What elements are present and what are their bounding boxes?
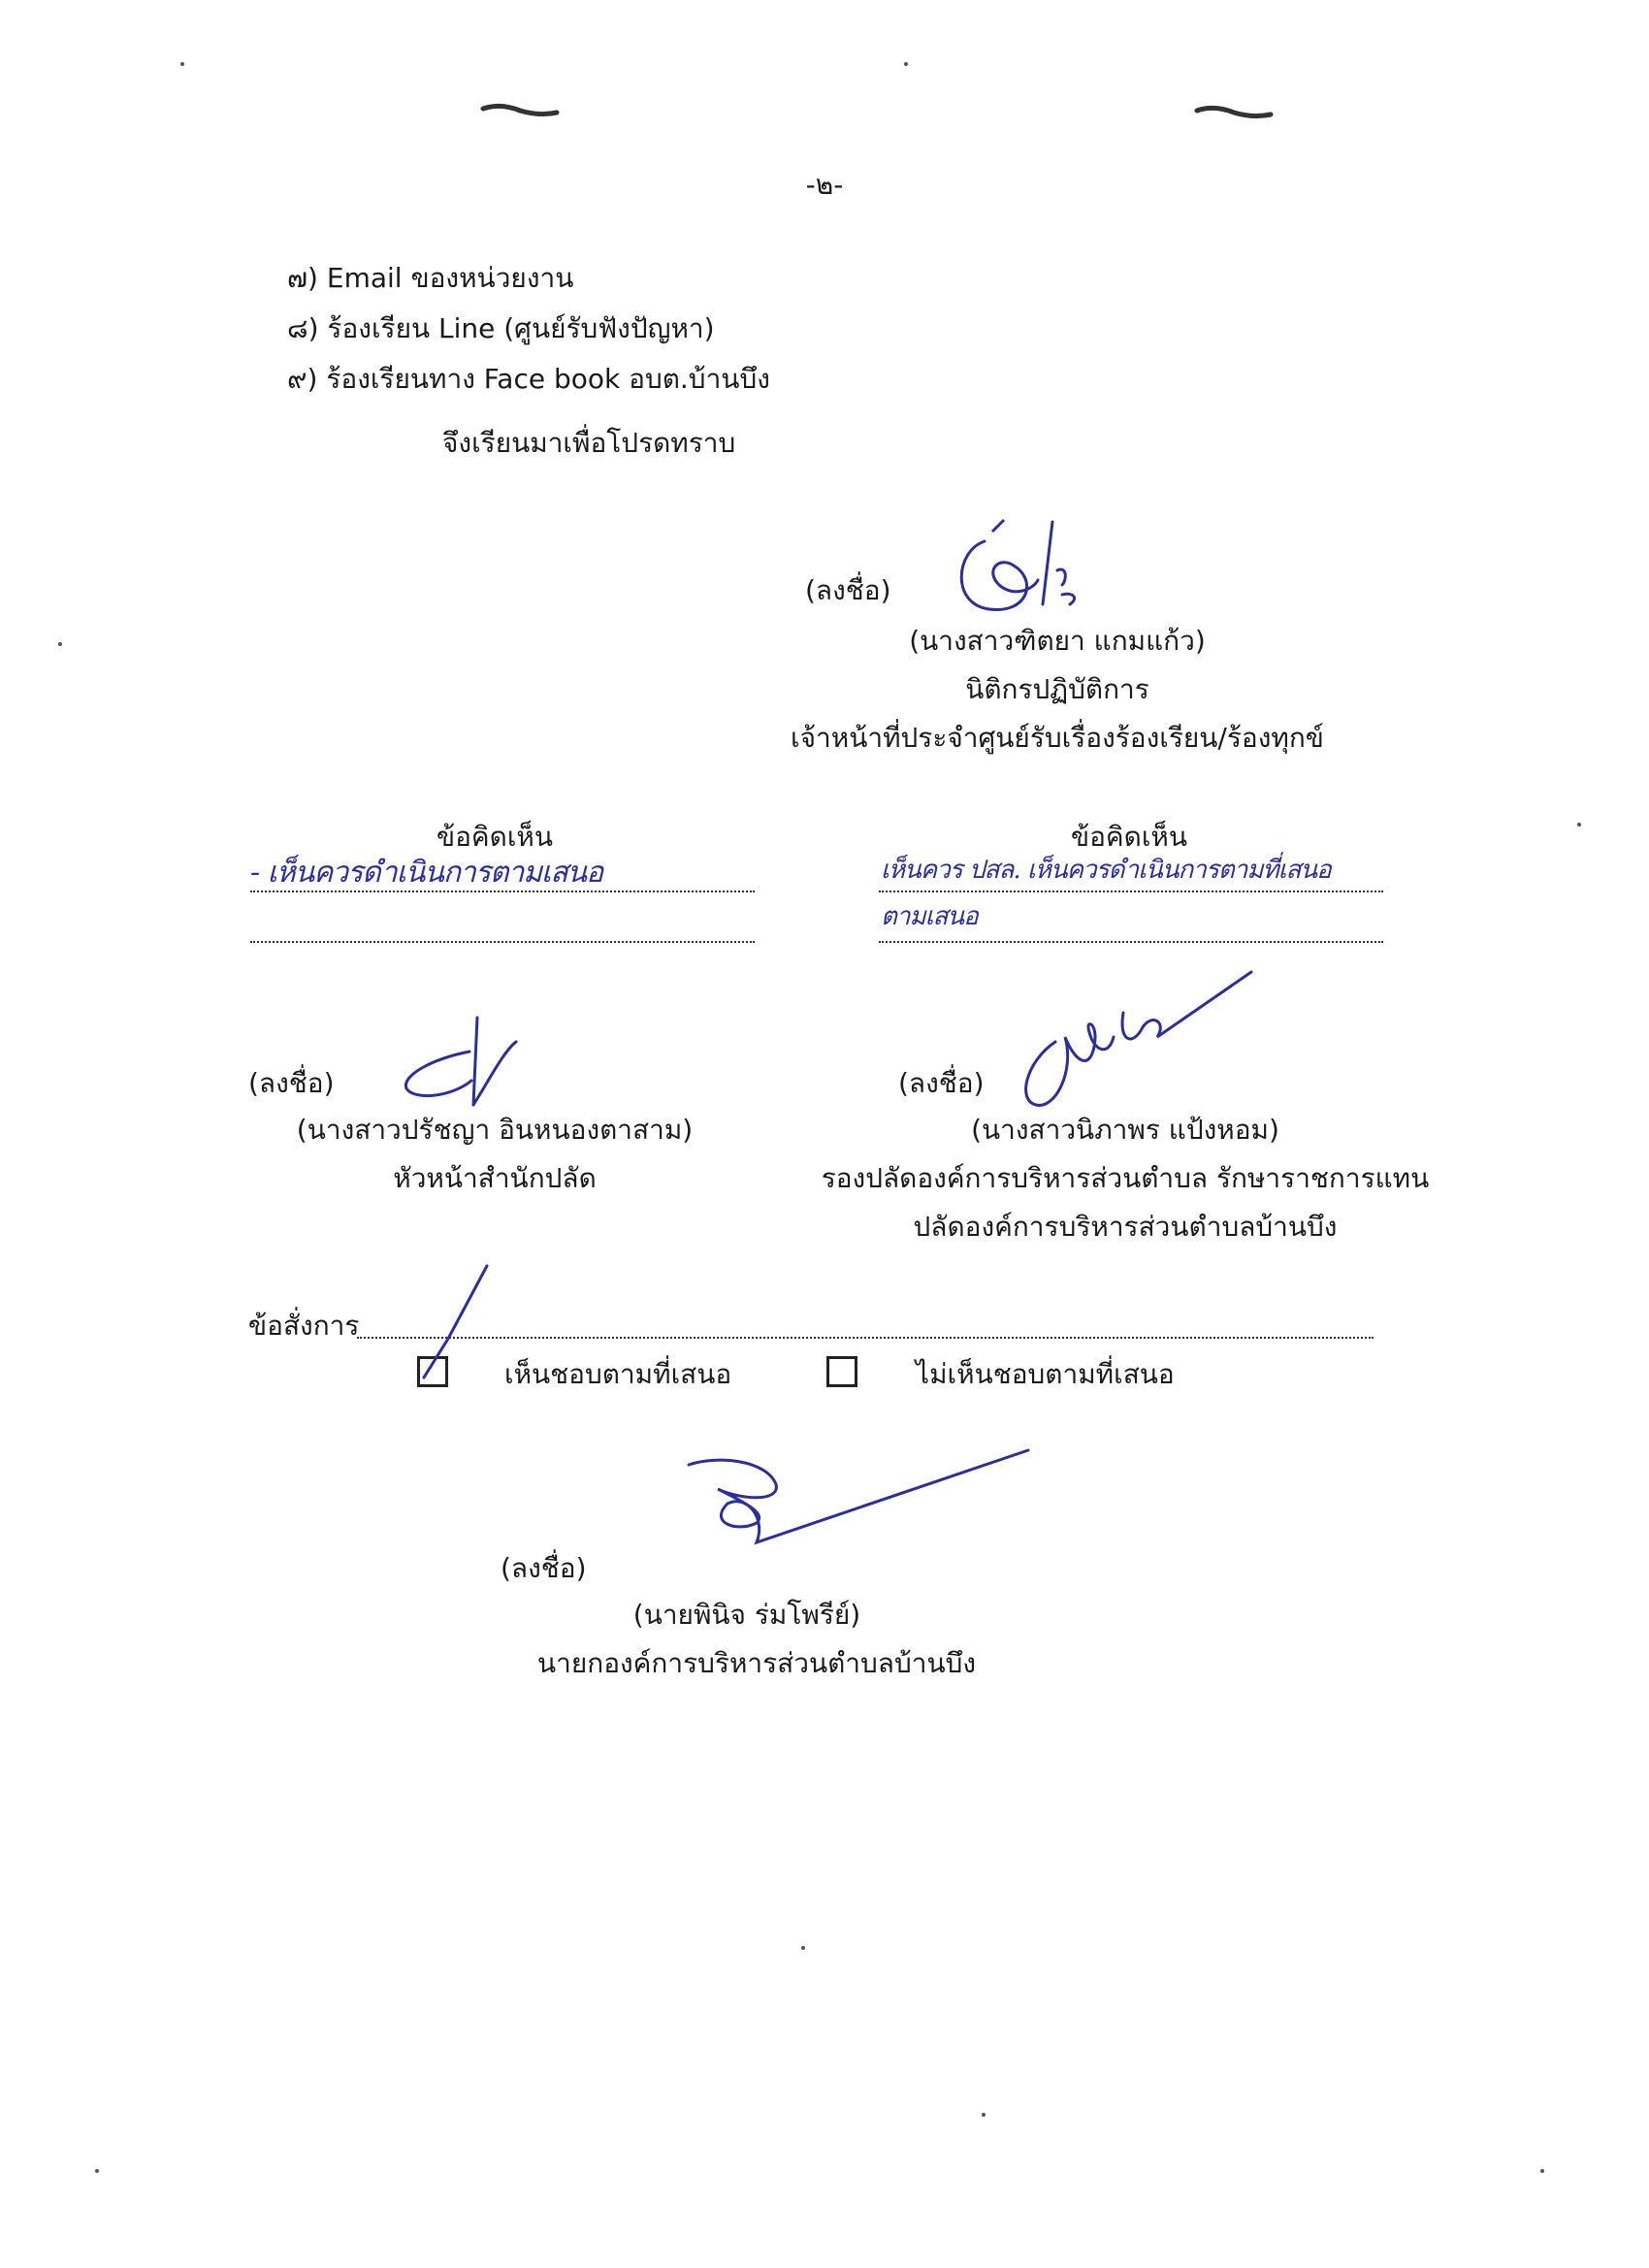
chief-sign-label: (ลงชื่อ) (501, 1552, 587, 1584)
right-opinion-heading: ข้อคิดเห็น (1070, 821, 1188, 853)
scan-speck (95, 2169, 99, 2173)
left-opinion-handwriting: - เห็นควรดำเนินการตามเสนอ (250, 856, 603, 890)
left-opinion-line-2 (250, 941, 755, 943)
right-opinion-handwriting-2: ตามเสนอ (881, 902, 978, 931)
left-signer-name: (นางสาวปรัชญา อินหนองตาสาม) (296, 1114, 694, 1146)
approve-label: เห็นชอบตามที่เสนอ (504, 1358, 732, 1390)
right-opinion-line-2 (879, 941, 1383, 943)
reject-checkbox[interactable] (826, 1356, 857, 1387)
officer-name: (นางสาวฑิตยา แกมแก้ว) (909, 625, 1206, 657)
officer-role: เจ้าหน้าที่ประจำศูนย์รับเรื่องร้องเรียน/ร้องทุกข์ (791, 722, 1324, 754)
scan-speck (982, 2113, 986, 2117)
approve-check-mark (419, 1261, 497, 1387)
scan-mark-left (481, 101, 559, 120)
page-number: -๒- (805, 169, 844, 201)
left-opinion-heading: ข้อคิดเห็น (436, 821, 554, 853)
left-signer-position: หัวหน้าสำนักปลัด (393, 1162, 597, 1194)
channel-item: ๘) ร้องเรียน Line (ศูนย์รับฟังปัญหา) (287, 312, 715, 344)
right-signer-position-1: รองปลัดองค์การบริหารส่วนตำบล รักษาราชการแทน (821, 1162, 1430, 1194)
channel-item: ๗) Email ของหน่วยงาน (287, 262, 574, 294)
chief-signature (679, 1445, 1028, 1571)
scan-speck (1577, 823, 1581, 826)
order-label: ข้อสั่งการ (248, 1310, 360, 1342)
right-sign-label: (ลงชื่อ) (898, 1067, 985, 1099)
left-opinion-line-1 (250, 891, 755, 892)
closing-text: จึงเรียนมาเพื่อโปรดทราบ (442, 427, 736, 459)
right-signer-name: (นางสาวนิภาพร แป้งหอม) (971, 1114, 1279, 1146)
officer-sign-label: (ลงชื่อ) (805, 574, 891, 606)
scan-speck (801, 1946, 805, 1950)
scan-mark-right (1195, 103, 1273, 122)
reject-label: ไม่เห็นชอบตามที่เสนอ (916, 1358, 1175, 1390)
right-signature (997, 964, 1269, 1119)
officer-signature (946, 512, 1111, 619)
officer-position: นิติกรปฏิบัติการ (965, 673, 1149, 705)
channel-item: ๙) ร้องเรียนทาง Face book อบต.บ้านบึง (287, 363, 770, 395)
scan-speck (1540, 2169, 1544, 2173)
order-line (357, 1337, 1374, 1339)
right-opinion-handwriting-1: เห็นควร ปสล. เห็นควรดำเนินการตามที่เสนอ (881, 856, 1331, 885)
scan-speck (904, 62, 908, 66)
left-sign-label: (ลงชื่อ) (248, 1067, 335, 1099)
right-signer-position-2: ปลัดองค์การบริหารส่วนตำบลบ้านบึง (913, 1211, 1338, 1243)
scan-speck (58, 642, 62, 646)
chief-name: (นายพินิจ ร่มโพรีย์) (632, 1599, 861, 1631)
right-opinion-line-1 (879, 891, 1383, 892)
scan-speck (180, 62, 184, 66)
chief-position: นายกองค์การบริหารส่วนตำบลบ้านบึง (536, 1647, 977, 1679)
left-signature (392, 1013, 537, 1110)
